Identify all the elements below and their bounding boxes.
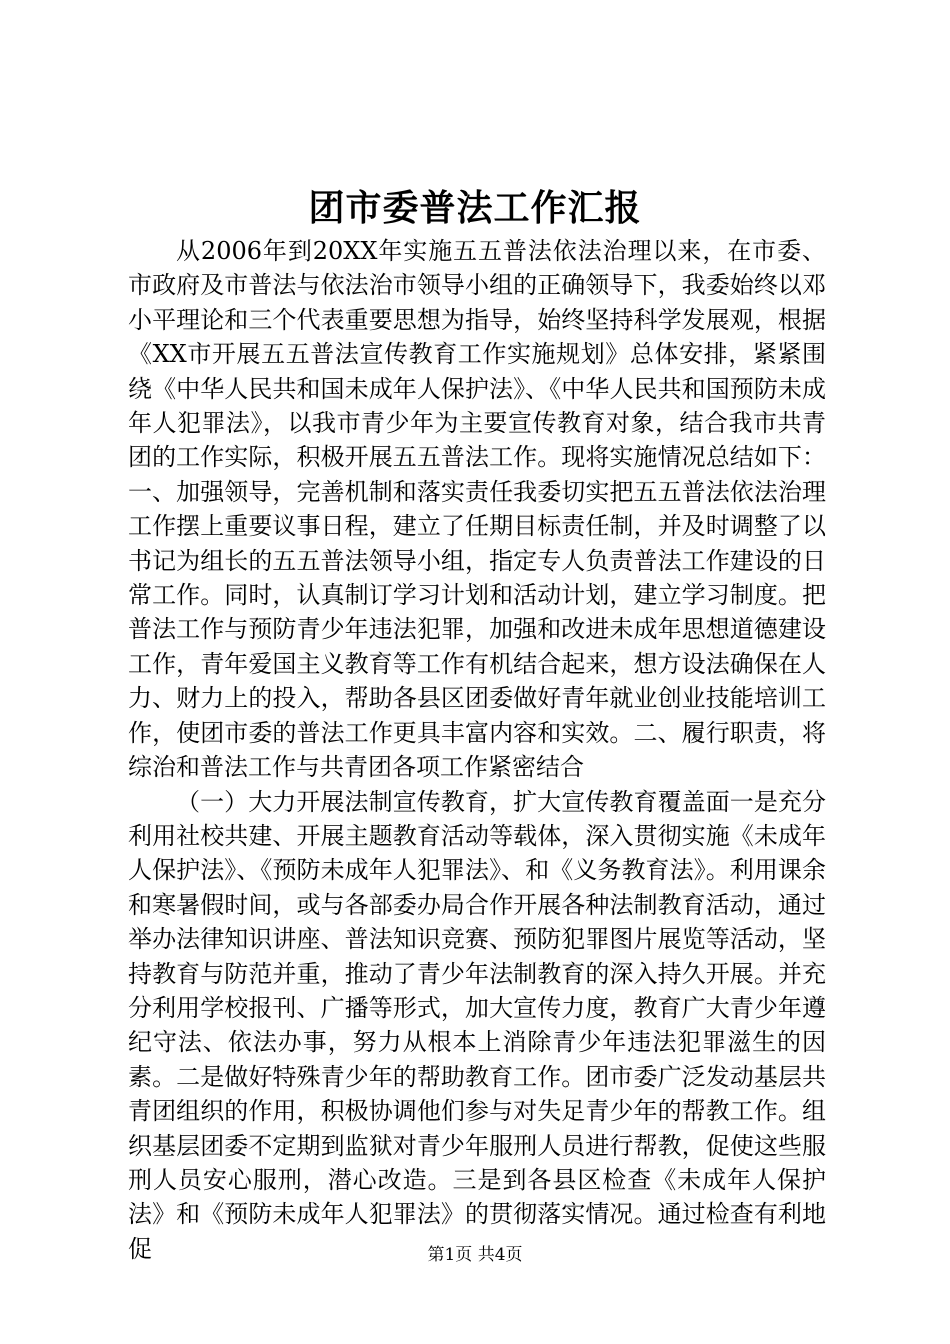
document-body bbox=[128, 234, 826, 1266]
paragraph-intro: 从2006年到20XX年实施五五普法依法治理以来，在市委、市政府及市普法与依法治市领导小组的正确领导下，我委始终以邓小平理论和三个代表重要思想为指导，始终坚持科学发展观，根据《XX市开展五五普法宣传教育工作实施规划》总体安排，紧紧围绕《中华人民共和国未成年人保护法》、《中华人民共和国预防未成年人犯罪法》，以我市青少年为主要宣传教育对象，结合我市共青团的工作实际，积极开展五五普法工作。现将实施情况总结如下：一、加强领导，完善机制和落实责任我委切实把五五普法依法治理工作摆上重要议事日程，建立了任期目标责任制，并及时调整了以书记为组长的五五普法领导小组，指定专人负责普法工作建设的日常工作。同时，认真制订学习计划和活动计划，建立学习制度。把普法工作与预防青少年违法犯罪，加强和改进未成年思想道德建设工作，青年爱国主义教育等工作有机结合起来，想方设法确保在人力、财力上的投入，帮助各县区团委做好青年就业创业技能培训工作，使团市委的普法工作更具丰富内容和实效。二、履行职责，将综治和普法工作与共青团各项工作紧密结合 bbox=[128, 237, 826, 782]
page-footer: 第1页 共4页 bbox=[427, 1245, 523, 1265]
document-title: 团市委普法工作汇报 bbox=[308, 187, 642, 229]
paragraph-section-1: （一）大力开展法制宣传教育，扩大宣传教育覆盖面一是充分利用社校共建、开展主题教育活动等载体，深入贯彻实施《未成年人保护法》、《预防未成年人犯罪法》、和《义务教育法》。利用课余和寒暑假时间，或与各部委办局合作开展各种法制教育活动，通过举办法律知识讲座、普法知识竞赛、预防犯罪图片展览等活动，坚持教育与防范并重，推动了青少年法制教育的深入持久开展。并充分利用学校报刊、广播等形式，加大宣传力度，教育广大青少年遵纪守法、依法办事，努力从根本上消除青少年违法犯罪滋生的因素。二是做好特殊青少年的帮助教育工作。团市委广泛发动基层共青团组织的作用，积极协调他们参与对失足青少年的帮教工作。组织基层团委不定期到监狱对青少年服刑人员进行帮教，促使这些服刑人员安心服刑，潜心改造。三是到各县区检查《未成年人保护法》和《预防未成年人犯罪法》的贯彻落实情况。通过检查有利地促 bbox=[128, 787, 826, 1263]
